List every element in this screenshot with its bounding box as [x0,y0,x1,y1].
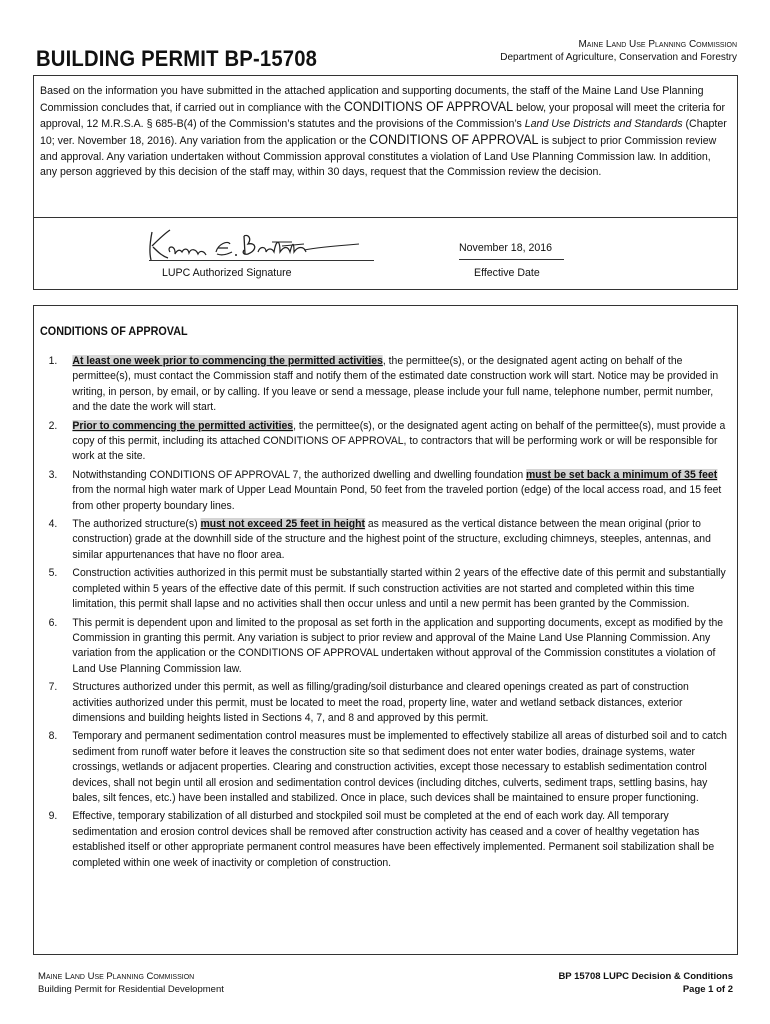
condition-item [34,566,729,612]
decision-box [33,75,738,290]
signature-divider [34,217,737,218]
condition-number: 3. [48,468,58,481]
agency-name: Maine Land Use Planning Commission [578,39,737,50]
condition-number: 7. [48,681,58,694]
condition-text: Temporary and permanent sedimentation control measures must be implemented to effectively stabilize all areas of disturbed soil and to catch sediment from runoff water before it leaves the construction site so that sediment does not enter water bodies, drainage systems, water crossings, wetlands or adjacent properties. Clearing and construction activities, except those necessary to establish sedimentation control devices, shall not begin until all erosion and sedimentation control devices (including ditches, culverts, sediment traps, settling basins, hay bales, silt fences, etc.) have been installed and stabilized. Once in place, such devices shall be maintained to ensure proper functioning. [72,730,727,804]
signature-image [144,224,379,268]
intro-conditions-ref-1: CONDITIONS OF APPROVAL [343,99,514,115]
permit-title: BUILDING PERMIT BP-15708 [36,46,318,71]
page-header [33,28,737,76]
condition-text: The authorized structure(s) [72,518,201,531]
condition-item [34,680,729,726]
condition-number: 4. [48,518,58,531]
effective-date-value: November 18, 2016 [459,242,553,254]
intro-text-2: below, your proposal will meet the criteria for approval, 12 M.R.S.A. § 685-B(4) of the Commission’s statutes and the provisions of the Commission’s [40,102,726,130]
intro-text-1: Based on the information you have submitted in the attached application and supporting documents, the staff of the Maine Land Use Planning Commission concludes that, if carried out in compliance with the [40,85,704,115]
footer-left [38,970,224,996]
condition-item [34,809,729,871]
signature-line [149,260,374,261]
condition-text: from the normal high water mark of Upper Lead Mountain Pond, 50 feet from the traveled portion (edge) of the local access road, and 15 feet from other property boundary lines. [72,484,722,512]
condition-number: 6. [48,616,58,629]
condition-item [34,419,729,465]
department-name: Department of Agriculture, Conservation and Forestry [500,52,737,63]
condition-number: 1. [48,355,58,367]
conditions-heading: CONDITIONS OF APPROVAL [40,324,188,338]
condition-text: , the permittee(s), or the designated agent acting on behalf of the permittee(s), must provide a copy of this permit, including its attached CONDITIONS OF APPROVAL, to contractors that will be performing work or will be responsible for work at the site. [72,419,726,463]
condition-highlight: must not exceed 25 feet in height [200,518,365,531]
condition-text: Notwithstanding CONDITIONS OF APPROVAL 7, the authorized dwelling and dwelling foundation [72,468,527,481]
footer-agency: Maine Land Use Planning Commission [38,971,195,982]
date-line [459,259,564,260]
conditions-box [33,305,738,955]
condition-text: Effective, temporary stabilization of all disturbed and stockpiled soil must be completed at the end of each work day. All temporary sedimentation and erosion control devices shall be removed after construction activity has ceased and a cover of healthy vegetation has established itself or other appropriate permanent control measures have been effectively implemented. Permanent soil stabilization shall be completed within one week of inactivity or completion of construction. [72,810,715,869]
footer-right [558,970,733,996]
decision-paragraph [40,84,730,180]
footer-decision: BP 15708 LUPC Decision & Conditions [558,971,733,982]
condition-highlight: At least one week prior to commencing the permitted activities [72,355,383,367]
condition-text: , the permittee(s), or the designated agent acting on behalf of the permittee(s), must contact the Commission staff and notify them of the estimated date construction work will start. Notice may be provided in writing, in person, by email, or by calling. If you leave or send a message, please include your full name, telephone number, permit number, and the date the work will start. [72,355,719,414]
condition-number: 8. [48,730,58,743]
signature-label: LUPC Authorized Signature [162,267,292,279]
standards-title: Land Use Districts and Standards [524,117,683,130]
intro-text-3: (Chapter 10; ver. November 18, 2016). Any variation from the application or the [40,117,727,148]
condition-item [34,616,729,678]
handwritten-signature-icon [144,224,379,268]
condition-highlight: Prior to commencing the permitted activities [72,419,294,432]
condition-text: Structures authorized under this permit, as well as filling/grading/soil disturbance and cleared openings created as part of construction activities authorized under this permit, must be located to meet the road, property line, water and wetland setback distances, exterior dimensions and building heights listed in Sections 4, 7, and 8 and approved by this permit. [72,681,689,724]
condition-item [34,468,729,514]
condition-number: 2. [48,419,58,432]
footer-doc-type: Building Permit for Residential Development [38,984,224,995]
effective-date-field [459,242,579,254]
condition-text: Construction activities authorized in this permit must be substantially started within 2 years of the effective date of this permit and substantially completed within 5 years of the effective date of this permit. If such construction activities are not started and completed within this time limitation, this permit shall lapse and no activities shall then occur unless and until a new permit has been granted by the Commission. [72,567,726,611]
conditions-list [34,354,729,874]
condition-number: 5. [48,567,58,580]
condition-text: This permit is dependent upon and limited to the proposal as set forth in the application and supporting documents, except as modified by the Commission in granting this permit. Any variation is subject to prior review and approval of the Maine Land Use Planning Commission. Any variation from the application or the CONDITIONS OF APPROVAL undertaken without approval of the Commission constitutes a violation of Land Use Planning Commission law. [72,616,724,675]
condition-item [34,354,729,416]
condition-text: as measured as the vertical distance between the mean original (prior to construction) grade at the downhill side of the structure and the highest point of the structure, excluding chimneys, steeples, antennas, and similar appurtenances that have no floor area. [72,518,711,561]
intro-text-4: is subject to prior Commission review and approval. Any variation undertaken without Commission approval constitutes a violation of Land Use Planning Commission law. In addition, any person aggrieved by this decision of the staff may, within 30 days, request that the Commission review the decision. [40,135,717,179]
condition-item [34,517,729,563]
intro-conditions-ref-2: CONDITIONS OF APPROVAL [369,132,539,148]
condition-number: 9. [48,810,58,823]
agency-block [500,38,737,64]
condition-item [34,729,729,806]
page-number: Page 1 of 2 [682,984,733,995]
condition-highlight: must be set back a minimum of 35 feet [526,468,718,481]
effective-date-label: Effective Date [474,267,540,279]
